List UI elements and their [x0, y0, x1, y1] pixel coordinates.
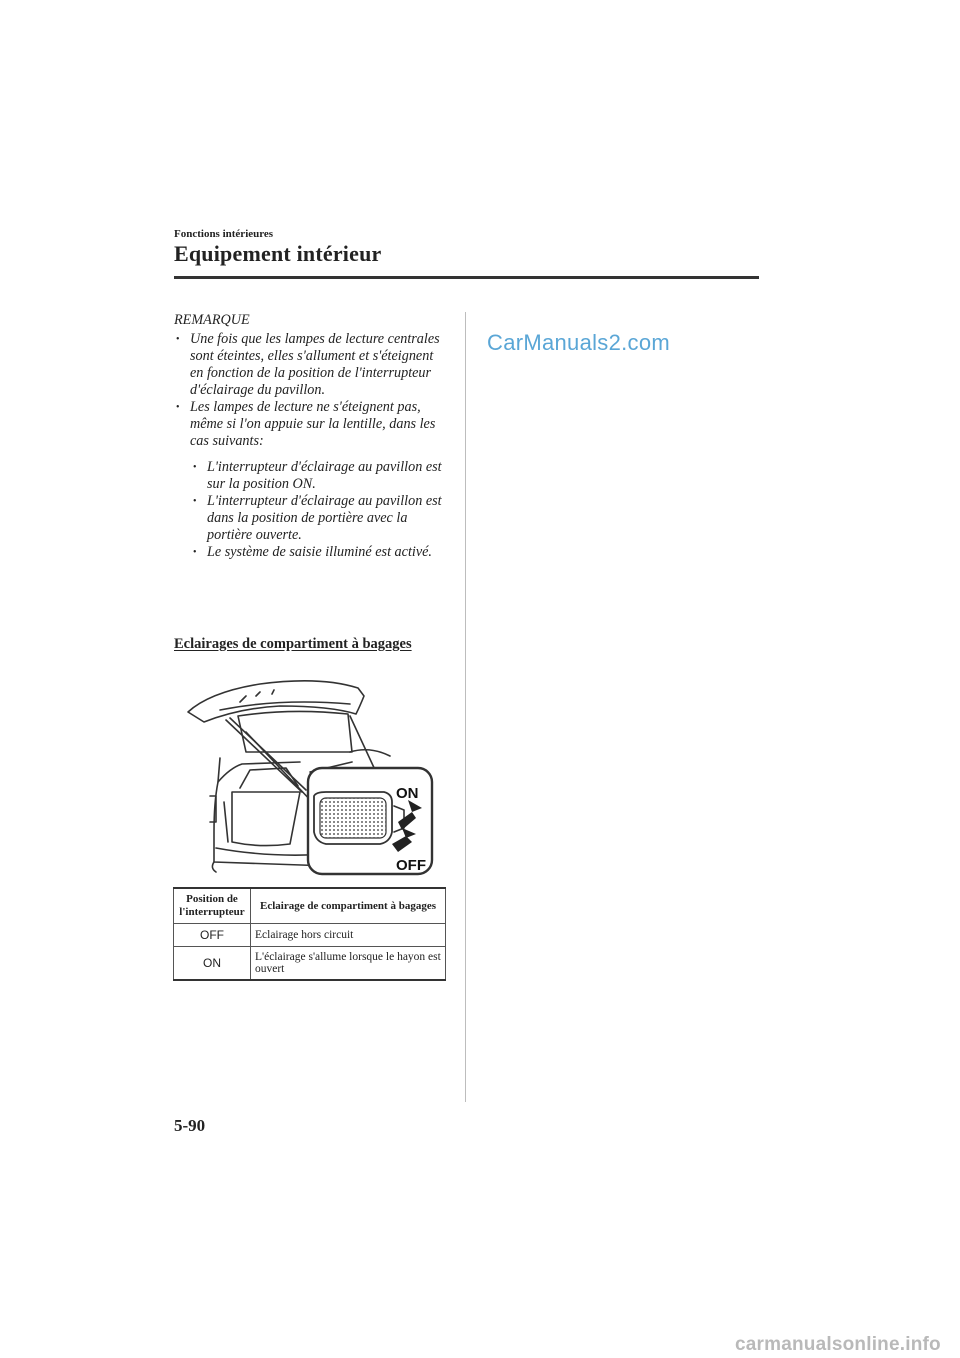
table-cell-position: OFF — [174, 924, 251, 947]
header-rule — [174, 276, 759, 279]
note-sub-bullet-1: • L'interrupteur d'éclairage au pavillon est sur la position ON. — [191, 459, 444, 493]
note-sub-bullet-3: • Le système de saisie illuminé est activé. — [191, 544, 444, 561]
table-cell-description: Eclairage hors circuit — [251, 924, 446, 947]
figure-label-on: ON — [396, 785, 419, 802]
page-number: 5-90 — [174, 1116, 206, 1135]
switch-position-table — [173, 887, 446, 981]
note-sub-bullet-2: • L'interrupteur d'éclairage au pavillon est dans la position de portière avec la portière ouverte. — [191, 493, 444, 544]
note-block — [174, 312, 444, 561]
table-header-lighting: Eclairage de compartiment à bagages — [251, 888, 446, 924]
figure-label-off: OFF — [396, 857, 426, 874]
table-row — [174, 924, 446, 947]
note-title: REMARQUE — [174, 312, 250, 328]
note-bullet-1: • Une fois que les lampes de lecture centrales sont éteintes, elles s'allument et s'éteignent en fonction de la position de l'interrupteur d'éclairage du pavillon. — [174, 331, 444, 399]
luggage-light-illustration — [180, 672, 440, 880]
note-bullet-2: • Les lampes de lecture ne s'éteignent pas, même si l'on appuie sur la lentille, dans les cas suivants: — [174, 399, 444, 450]
footer-site-link[interactable]: carmanualsonline.info — [735, 1334, 941, 1355]
watermark-link[interactable]: CarManuals2.com — [487, 330, 671, 355]
section-label: Fonctions intérieures — [174, 228, 274, 240]
table-row — [174, 947, 446, 981]
table-cell-description: L'éclairage s'allume lorsque le hayon est ouvert — [251, 947, 446, 981]
note-sub-list — [174, 459, 444, 561]
column-divider — [465, 312, 466, 1102]
table-cell-position: ON — [174, 947, 251, 981]
page-title: Equipement intérieur — [174, 241, 382, 266]
luggage-heading: Eclairages de compartiment à bagages — [174, 636, 412, 652]
table-header-position: Position de l'interrupteur — [174, 888, 251, 924]
